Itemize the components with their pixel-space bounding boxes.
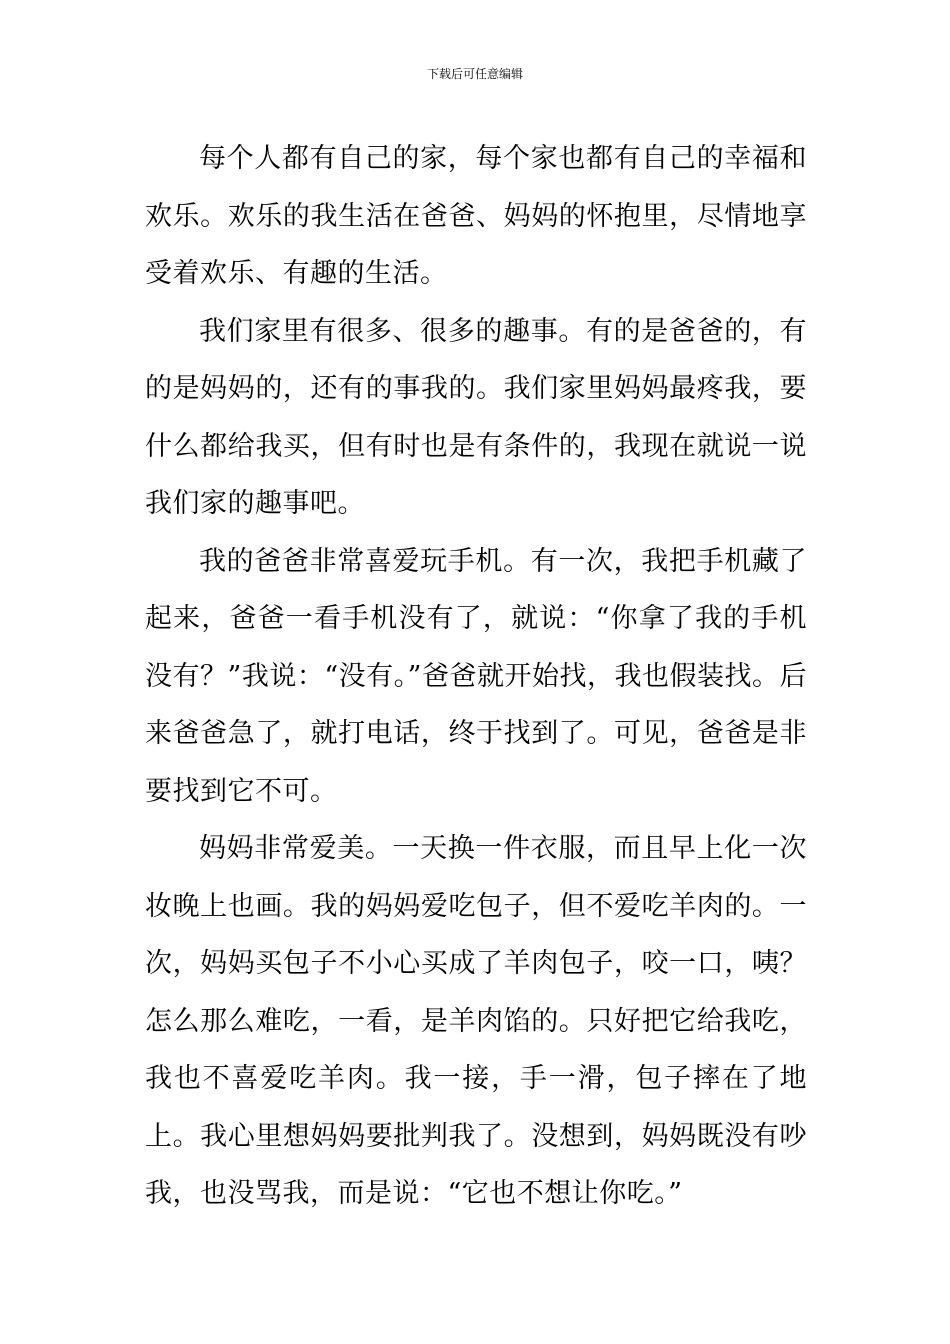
document-body: [145, 130, 807, 1223]
paragraph-3: 我的爸爸非常喜爱玩手机。有一次，我把手机藏了起来，爸爸一看手机没有了，就说：“你拿了我的手机没有？”我说：“没有。”爸爸就开始找，我也假装找。后来爸爸急了，就打电话，终于找到了。可见，爸爸是非要找到它不可。: [145, 545, 807, 807]
page-header: 下载后可任意编辑: [426, 67, 523, 81]
paragraph-4: 妈妈非常爱美。一天换一件衣服，而且早上化一次妆晚上也画。我的妈妈爱吃包子，但不爱吃羊肉的。一次，妈妈买包子不小心买成了羊肉包子，咬一口，咦？怎么那么难吃，一看，是羊肉馅的。只好把它给我吃，我也不喜爱吃羊肉。我一接，手一滑，包子摔在了地上。我心里想妈妈要批判我了。没想到，妈妈既没有吵我，也没骂我，而是说：“它也不想让你吃。”: [145, 833, 807, 1209]
paragraph-1: 每个人都有自己的家，每个家也都有自己的幸福和欢乐。欢乐的我生活在爸爸、妈妈的怀抱里，尽情地享受着欢乐、有趣的生活。: [145, 143, 807, 289]
paragraph-2: 我们家里有很多、很多的趣事。有的是爸爸的，有的是妈妈的，还有的事我的。我们家里妈妈最疼我，要什么都给我买，但有时也是有条件的，我现在就说一说我们家的趣事吧。: [145, 315, 807, 519]
